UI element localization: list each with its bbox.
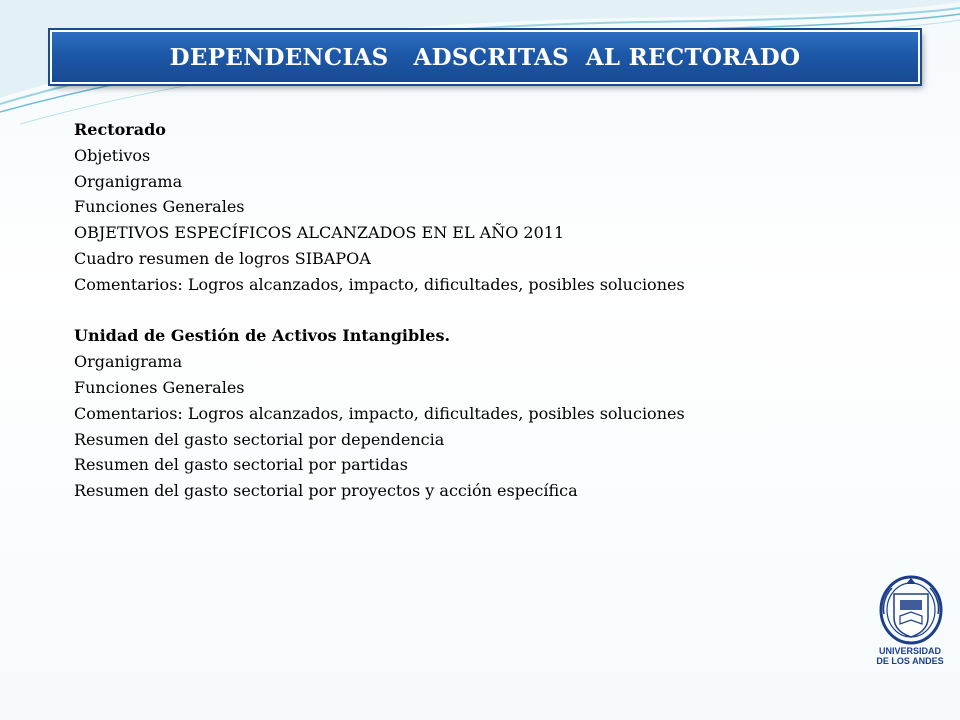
list-item: Resumen del gasto sectorial por dependencia bbox=[74, 429, 445, 449]
content-list bbox=[74, 117, 834, 504]
list-item: Organigrama bbox=[74, 352, 183, 372]
section-spacer bbox=[74, 298, 834, 324]
section-heading-rectorado: Rectorado bbox=[74, 120, 166, 139]
page-title: DEPENDENCIAS ADSCRITAS AL RECTORADO bbox=[169, 43, 801, 71]
university-logo-text bbox=[862, 646, 958, 666]
list-item: Cuadro resumen de logros SIBAPOA bbox=[74, 248, 371, 268]
list-item: Resumen del gasto sectorial por partidas bbox=[74, 455, 408, 475]
list-item: Comentarios: Logros alcanzados, impacto, dificultades, posibles soluciones bbox=[74, 274, 685, 294]
logo-line-2: DE LOS ANDES bbox=[876, 656, 944, 666]
logo-line-1: UNIVERSIDAD bbox=[878, 646, 941, 656]
list-item: Objetivos bbox=[74, 145, 151, 165]
list-item: Funciones Generales bbox=[74, 197, 245, 217]
section-heading-activos-intangibles: Unidad de Gestión de Activos Intangibles. bbox=[74, 326, 451, 346]
list-item: Comentarios: Logros alcanzados, impacto, dificultades, posibles soluciones bbox=[74, 403, 685, 423]
list-item: Funciones Generales bbox=[74, 377, 245, 397]
list-item: OBJETIVOS ESPECÍFICOS ALCANZADOS EN EL AÑO 2011 bbox=[74, 223, 565, 243]
list-item: Organigrama bbox=[74, 171, 183, 191]
list-item: Resumen del gasto sectorial por proyectos y acción específica bbox=[74, 481, 578, 501]
title-bar bbox=[50, 30, 920, 84]
